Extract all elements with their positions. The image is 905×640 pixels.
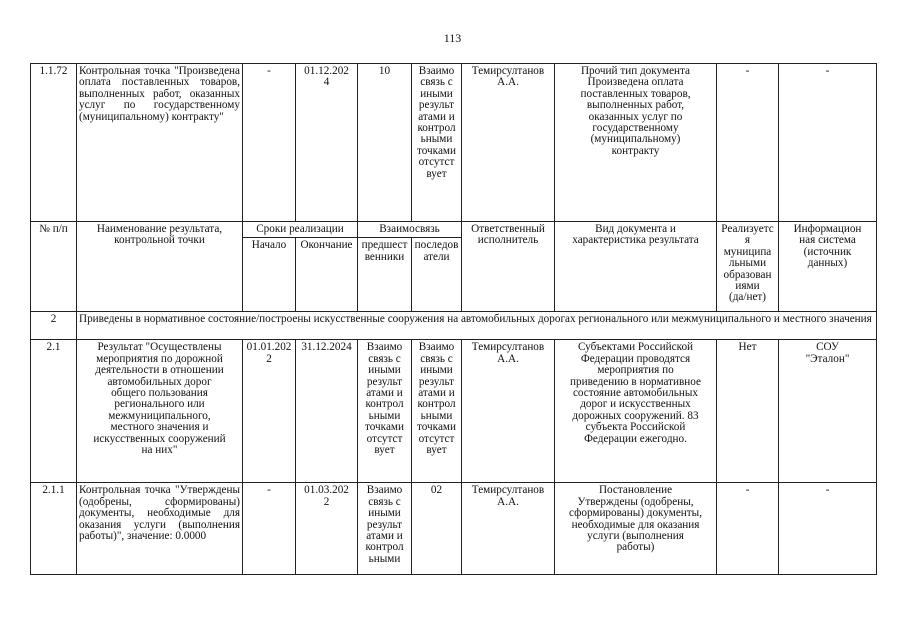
row-number: 2.1.1 bbox=[31, 483, 77, 575]
document-type: Субъектами Российской Федерации проводятся мероприятия по приведению в нормативное состояние автомобильных дорог и искусственных дорожных сооружений. 83 субъекта Российской Федерации ежегодно. bbox=[555, 340, 717, 483]
header-realized: Реализуетс я муниципа льными образован иями (да/нет) bbox=[717, 222, 779, 312]
predecessors: Взаимо связь с иными результ атами и контрол ьными точками отсутст вует bbox=[358, 340, 412, 483]
information-system: - bbox=[779, 64, 877, 222]
document-type: Прочий тип документа Произведена оплата поставленных товаров, выполненных работ, оказанных услуг по государственному (муниципальному) контракту bbox=[555, 64, 717, 222]
document-type: Постановление Утверждены (одобрены, сформированы) документы, необходимые для оказания услуги (выполнения работы) bbox=[555, 483, 717, 575]
section-row bbox=[31, 312, 877, 340]
header-predecessors: предшест венники bbox=[358, 238, 412, 312]
responsible: Темирсултанов А.А. bbox=[462, 64, 555, 222]
realized-by-municipalities: - bbox=[717, 64, 779, 222]
table-row bbox=[31, 64, 877, 222]
table-row bbox=[31, 340, 877, 483]
end-date: 01.12.202 4 bbox=[296, 64, 358, 222]
start-date: - bbox=[243, 483, 296, 575]
header-link: Взаимосвязь bbox=[358, 222, 462, 238]
header-name: Наименование результата, контрольной точки bbox=[77, 222, 243, 312]
information-system: - bbox=[779, 483, 877, 575]
realized-by-municipalities: - bbox=[717, 483, 779, 575]
row-number: 1.1.72 bbox=[31, 64, 77, 222]
realized-by-municipalities: Нет bbox=[717, 340, 779, 483]
section-title: Приведены в нормативное состояние/построены искусственные сооружения на автомобильных дорогах регионального или межмуниципального и местного значения bbox=[77, 312, 877, 340]
header-end: Окончание bbox=[296, 238, 358, 312]
predecessors: 10 bbox=[358, 64, 412, 222]
responsible: Темирсултанов А.А. bbox=[462, 483, 555, 575]
table-row bbox=[31, 483, 877, 575]
start-date: 01.01.202 2 bbox=[243, 340, 296, 483]
start-date: - bbox=[243, 64, 296, 222]
header-number: № п/п bbox=[31, 222, 77, 312]
header-start: Начало bbox=[243, 238, 296, 312]
header-terms: Сроки реализации bbox=[243, 222, 358, 238]
header-row bbox=[31, 222, 877, 238]
successors: Взаимо связь с иными результ атами и контрол ьными точками отсутст вует bbox=[412, 64, 462, 222]
header-responsible: Ответственный исполнитель bbox=[462, 222, 555, 312]
result-name: Контрольная точка "Утверждены (одобрены, сформированы) документы, необходимые для оказания услуги (выполнения работы)", значение: 0.0000 bbox=[77, 483, 243, 575]
row-number: 2.1 bbox=[31, 340, 77, 483]
header-successors: последов атели bbox=[412, 238, 462, 312]
successors: 02 bbox=[412, 483, 462, 575]
end-date: 31.12.2024 bbox=[296, 340, 358, 483]
results-table bbox=[30, 63, 877, 575]
result-name: Результат "Осуществлены мероприятия по дорожной деятельности в отношении автомобильных дорог общего пользования регионального или межмуниципального, местного значения и искусственных сооружений на них" bbox=[77, 340, 243, 483]
end-date: 01.03.202 2 bbox=[296, 483, 358, 575]
responsible: Темирсултанов А.А. bbox=[462, 340, 555, 483]
result-name: Контрольная точка "Произведена оплата поставленных товаров, выполненных работ, оказанных услуг по государственному (муниципальному) контракту" bbox=[77, 64, 243, 222]
information-system: СОУ "Эталон" bbox=[779, 340, 877, 483]
section-number: 2 bbox=[31, 312, 77, 340]
header-document: Вид документа и характеристика результата bbox=[555, 222, 717, 312]
page-number: 113 bbox=[443, 31, 462, 45]
predecessors: Взаимо связь с иными результ атами и контрол ьными bbox=[358, 483, 412, 575]
header-info-system: Информацион ная система (источник данных) bbox=[779, 222, 877, 312]
successors: Взаимо связь с иными результ атами и контрол ьными точками отсутст вует bbox=[412, 340, 462, 483]
